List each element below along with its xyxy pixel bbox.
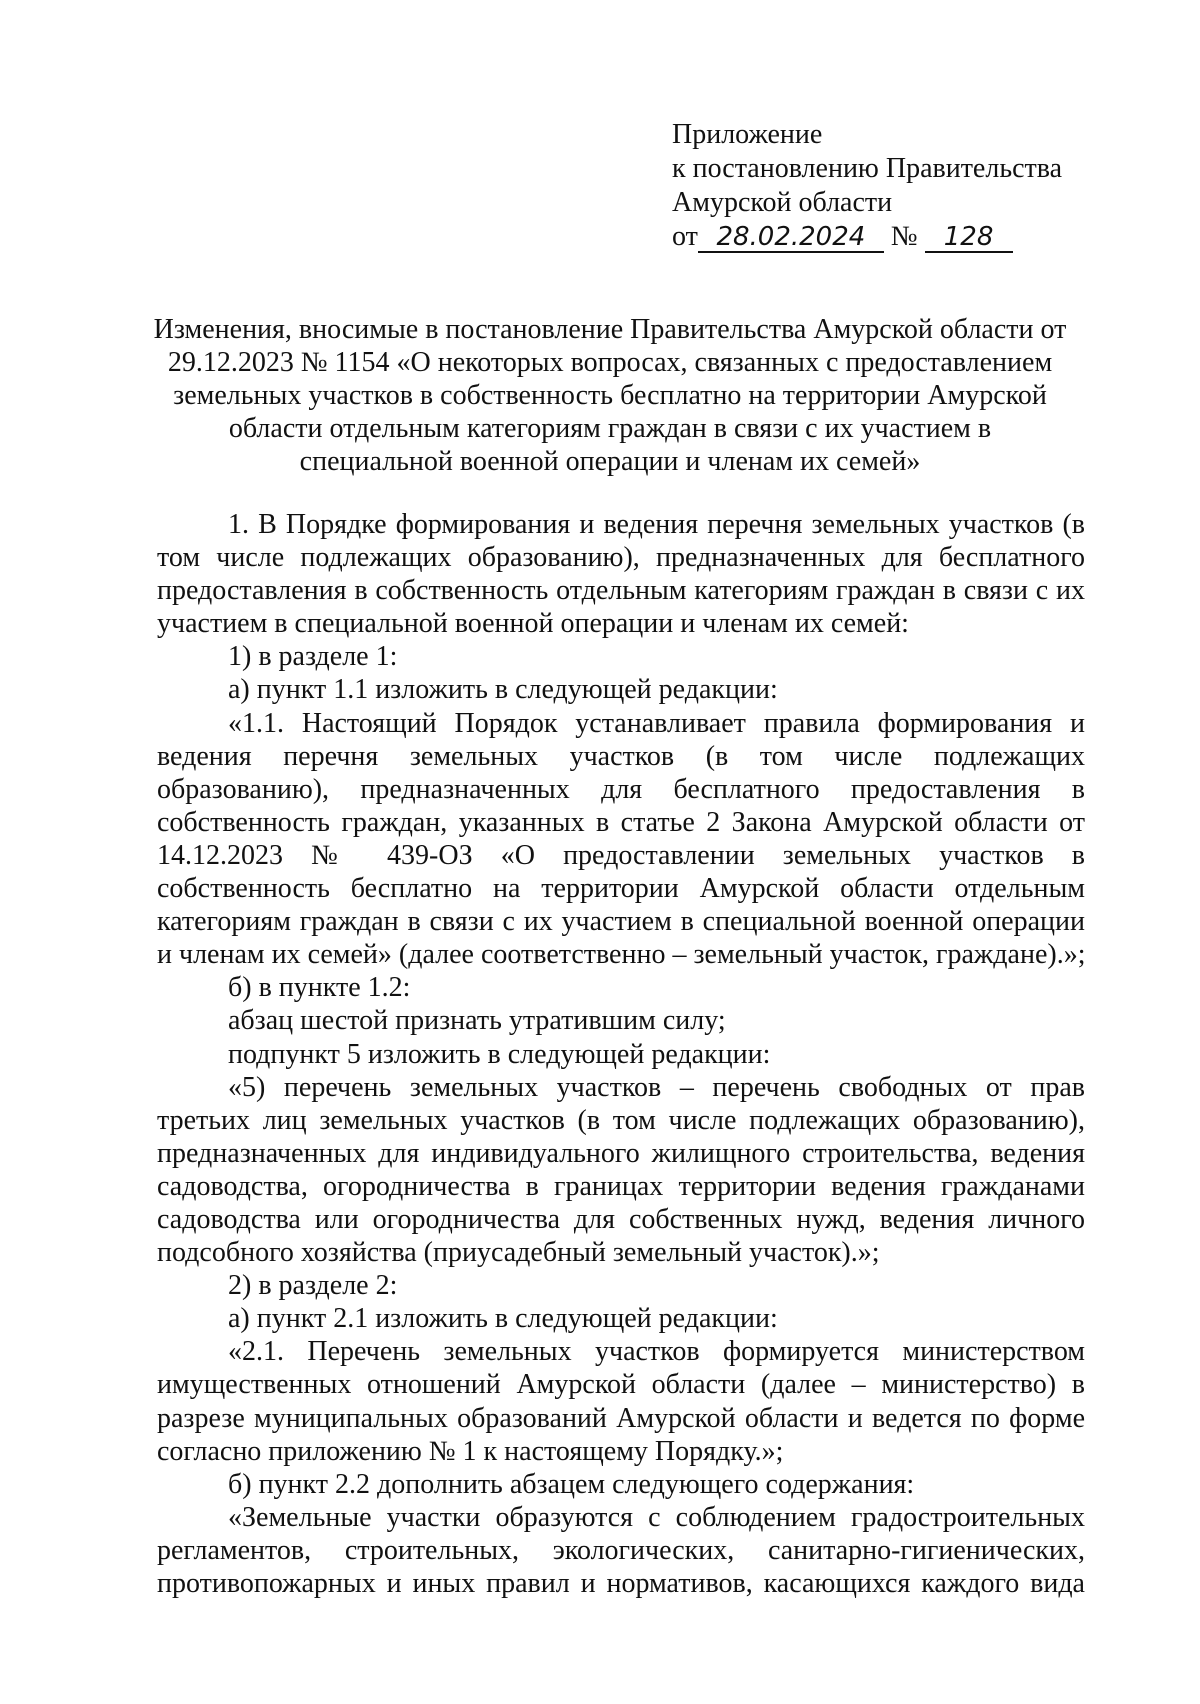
title-line: области отдельным категориям граждан в связи с их участием в: [228, 413, 992, 444]
body-line: подпункт 5 изложить в следующей редакции:: [228, 1038, 771, 1070]
title-line: Изменения, вносимые в постановление Правительства Амурской области от: [153, 314, 1067, 345]
body-line: том числе подлежащих образованию), предназначенных для бесплатного: [157, 542, 1085, 574]
body-line: «5) перечень земельных участков – перечень свободных от прав: [228, 1071, 1085, 1103]
number-sign: №: [890, 221, 918, 252]
body-line: а) пункт 2.1 изложить в следующей редакции:: [228, 1303, 778, 1335]
body-line: третьих лиц земельных участков (в том числе подлежащих образованию),: [157, 1104, 1085, 1136]
body-line: «1.1. Настоящий Порядок устанавливает правила формирования и: [228, 707, 1085, 739]
document-title: [140, 313, 1080, 478]
body-line: б) в пункте 1.2:: [228, 972, 411, 1004]
body-line: предоставления в собственность отдельным категориям граждан в связи с их: [157, 575, 1085, 607]
body-line: 1. В Порядке формирования и ведения перечня земельных участков (в: [228, 509, 1085, 540]
body-line: 2) в разделе 2:: [228, 1270, 398, 1302]
annex-line: к постановлению Правительства: [672, 153, 1063, 184]
body-line: абзац шестой признать утратившим силу;: [228, 1005, 726, 1037]
body-line: имущественных отношений Амурской области (далее – министерство) в: [157, 1369, 1085, 1401]
handwritten-number: 128: [925, 223, 1013, 253]
body-line: и членам их семей» (далее соответственно – земельный участок, граждане).»;: [157, 939, 1086, 971]
body-line: «2.1. Перечень земельных участков формируется министерством: [228, 1336, 1085, 1368]
title-line: специальной военной операции и членам их семей»: [299, 446, 921, 477]
annex-date-line: [672, 220, 1152, 254]
body-line: регламентов, строительных, экологических, санитарно-гигиенических,: [157, 1534, 1085, 1566]
body-line: противопожарных и иных правил и нормативов, касающихся каждого вида: [157, 1568, 1085, 1599]
body-line: а) пункт 1.1 изложить в следующей редакции:: [228, 674, 778, 706]
body-line: разрезе муниципальных образований Амурской области и ведется по форме: [157, 1402, 1085, 1434]
body-line: садоводства или огородничества для собственных нужд, ведения личного: [157, 1203, 1085, 1235]
annex-line: Амурской области: [672, 187, 893, 218]
body-line: согласно приложению № 1 к настоящему Порядку.»;: [157, 1435, 784, 1467]
body-line: садоводства, огородничества в границах территории ведения гражданами: [157, 1170, 1085, 1202]
body-line: собственность граждан, указанных в статье 2 Закона Амурской области от: [157, 806, 1085, 838]
body-line: «Земельные участки образуются с соблюдением градостроительных: [228, 1501, 1085, 1533]
document-body: [157, 508, 1085, 1600]
title-line: 29.12.2023 № 1154 «О некоторых вопросах, связанных с предоставлением: [167, 347, 1053, 378]
body-line: 1) в разделе 1:: [228, 641, 398, 673]
body-line: собственность бесплатно на территории Амурской области отдельным: [157, 873, 1085, 905]
body-line: подсобного хозяйства (приусадебный земельный участок).»;: [157, 1237, 880, 1269]
annex-line: Приложение: [672, 119, 823, 150]
annex-block: [672, 118, 1152, 254]
body-line: предназначенных для индивидуального жилищного строительства, ведения: [157, 1137, 1085, 1169]
body-line: категориям граждан в связи с их участием в специальной военной операции: [157, 906, 1085, 938]
body-line: образованию), предназначенных для бесплатного предоставления в: [157, 773, 1085, 805]
handwritten-date: 28.02.2024: [698, 223, 884, 253]
body-line: 14.12.2023 № 439-ОЗ «О предоставлении земельных участков в: [157, 839, 1085, 871]
date-prefix: от: [672, 221, 698, 252]
title-line: земельных участков в собственность бесплатно на территории Амурской: [173, 380, 1047, 411]
body-line: участием в специальной военной операции и членам их семей:: [157, 608, 909, 640]
body-line: ведения перечня земельных участков (в том числе подлежащих: [157, 740, 1085, 772]
body-line: б) пункт 2.2 дополнить абзацем следующего содержания:: [228, 1468, 915, 1500]
